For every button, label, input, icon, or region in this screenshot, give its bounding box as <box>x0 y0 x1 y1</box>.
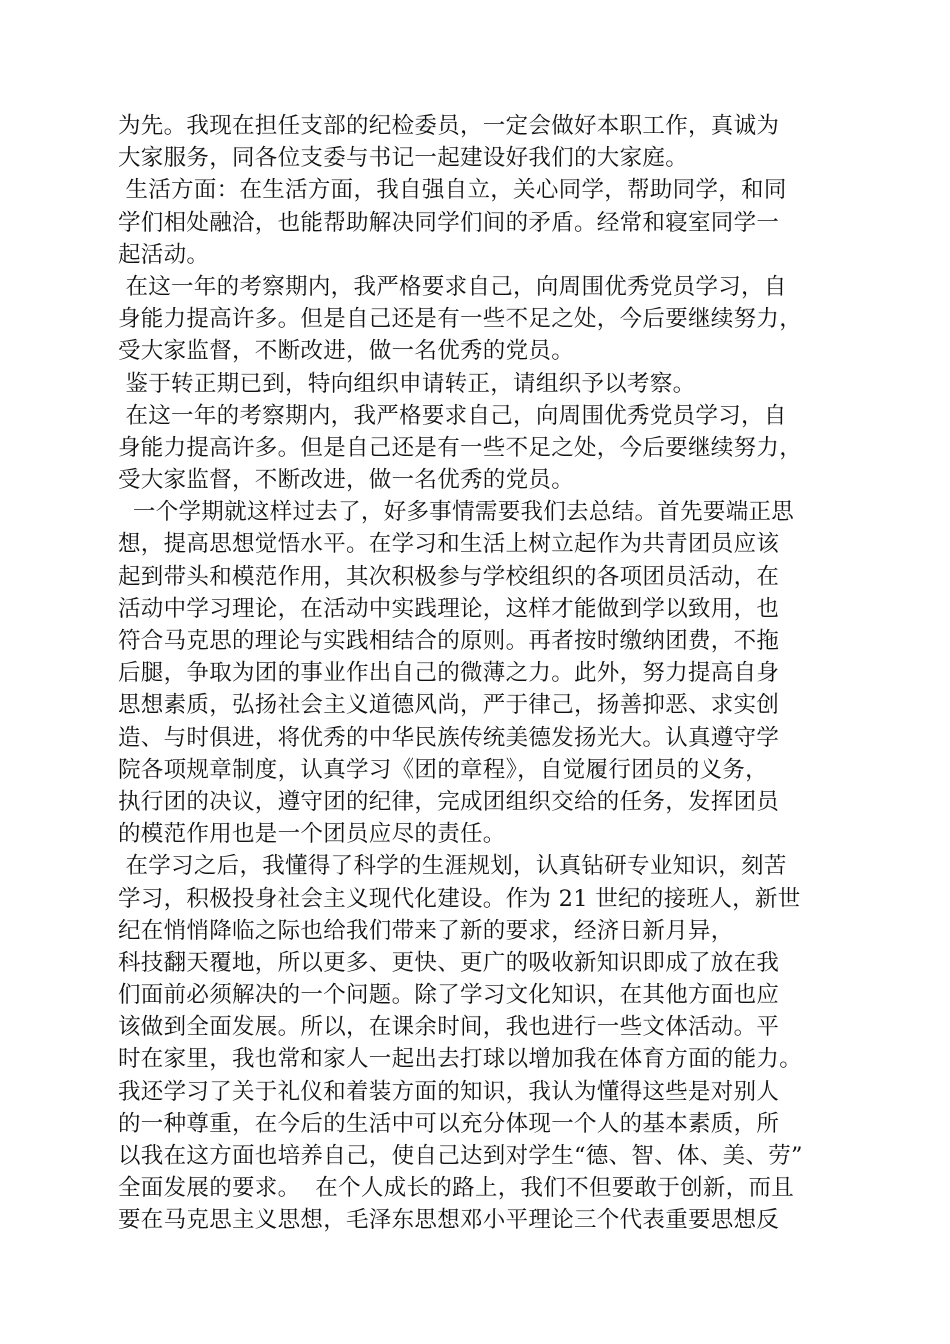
text-line: 身能力提高许多。但是自己还是有一些不足之处，今后要继续努力， <box>118 306 803 333</box>
text-line: 在学习之后，我懂得了科学的生涯规划，认真钻研专业知识，刻苦 <box>118 853 787 880</box>
text-line: 学习，积极投身社会主义现代化建设。作为 21 世纪的接班人，新世 <box>118 885 801 912</box>
text-line: 想，提高思想觉悟水平。在学习和生活上树立起作为共青团员应该 <box>118 531 780 558</box>
text-line: 为先。我现在担任支部的纪检委员，一定会做好本职工作，真诚为 <box>118 113 780 139</box>
text-line: 的模范作用也是一个团员应尽的责任。 <box>118 821 506 848</box>
text-line: 院各项规章制度，认真学习《团的章程》，自觉履行团员的义务， <box>118 756 768 783</box>
text-line: 执行团的决议，遵守团的纪律，完成团组织交给的任务，发挥团员 <box>118 788 780 815</box>
text-line: 造、与时俱进，将优秀的中华民族传统美德发扬光大。认真遵守学 <box>118 724 780 751</box>
text-line: 在这一年的考察期内，我严格要求自己，向周围优秀党员学习，自 <box>118 402 787 429</box>
text-line: 该做到全面发展。所以，在课余时间，我也进行一些文体活动。平 <box>118 1014 780 1041</box>
text-line: 起到带头和模范作用，其次积极参与学校组织的各项团员活动，在 <box>118 563 780 590</box>
text-line: 思想素质，弘扬社会主义道德风尚，严于律己，扬善抑恶、求实创 <box>118 692 780 719</box>
text-line: 活动中学习理论，在活动中实践理论，这样才能做到学以致用，也 <box>118 595 780 622</box>
text-line: 学们相处融洽，也能帮助解决同学们间的矛盾。经常和寝室同学一 <box>118 209 780 236</box>
document-body <box>118 110 858 1237</box>
text-line: 起活动。 <box>118 241 210 268</box>
text-line: 要在马克思主义思想，毛泽东思想邓小平理论三个代表重要思想反 <box>118 1207 780 1234</box>
text-line: 们面前必须解决的一个问题。除了学习文化知识，在其他方面也应 <box>118 982 780 1009</box>
text-line: 后腿，争取为团的事业作出自己的微薄之力。此外，努力提高自身 <box>118 660 780 687</box>
text-line: 受大家监督，不断改进，做一名优秀的党员。 <box>118 338 575 365</box>
text-line: 纪在悄悄降临之际也给我们带来了新的要求，经济日新月异， <box>118 917 734 944</box>
text-line: 的一种尊重，在今后的生活中可以充分体现一个人的基本素质，所 <box>118 1110 780 1137</box>
text-line: 受大家监督，不断改进，做一名优秀的党员。 <box>118 467 575 494</box>
text-line: 符合马克思的理论与实践相结合的原则。再者按时缴纳团费，不拖 <box>118 628 780 654</box>
text-line: 全面发展的要求。 在个人成长的路上，我们不但要敢于创新，而且 <box>118 1175 795 1202</box>
text-line: 科技翻天覆地，所以更多、更快、更广的吸收新知识即成了放在我 <box>118 949 780 976</box>
text-line: 生活方面：在生活方面，我自强自立，关心同学，帮助同学，和同 <box>118 177 787 204</box>
text-line: 我还学习了关于礼仪和着装方面的知识，我认为懂得这些是对别人 <box>118 1078 780 1105</box>
text-line: 大家服务，同各位支委与书记一起建设好我们的大家庭。 <box>118 145 689 172</box>
text-line: 身能力提高许多。但是自己还是有一些不足之处，今后要继续努力， <box>118 434 803 461</box>
text-line: 时在家里，我也常和家人一起出去打球以增加我在体育方面的能力。 <box>118 1046 803 1073</box>
text-line: 在这一年的考察期内，我严格要求自己，向周围优秀党员学习，自 <box>118 273 787 300</box>
text-line: 鉴于转正期已到，特向组织申请转正，请组织予以考察。 <box>118 370 696 397</box>
text-line: 一个学期就这样过去了，好多事情需要我们去总结。首先要端正思 <box>118 499 795 526</box>
text-line: 以我在这方面也培养自己，使自己达到对学生“德、智、体、美、劳” <box>118 1143 803 1169</box>
